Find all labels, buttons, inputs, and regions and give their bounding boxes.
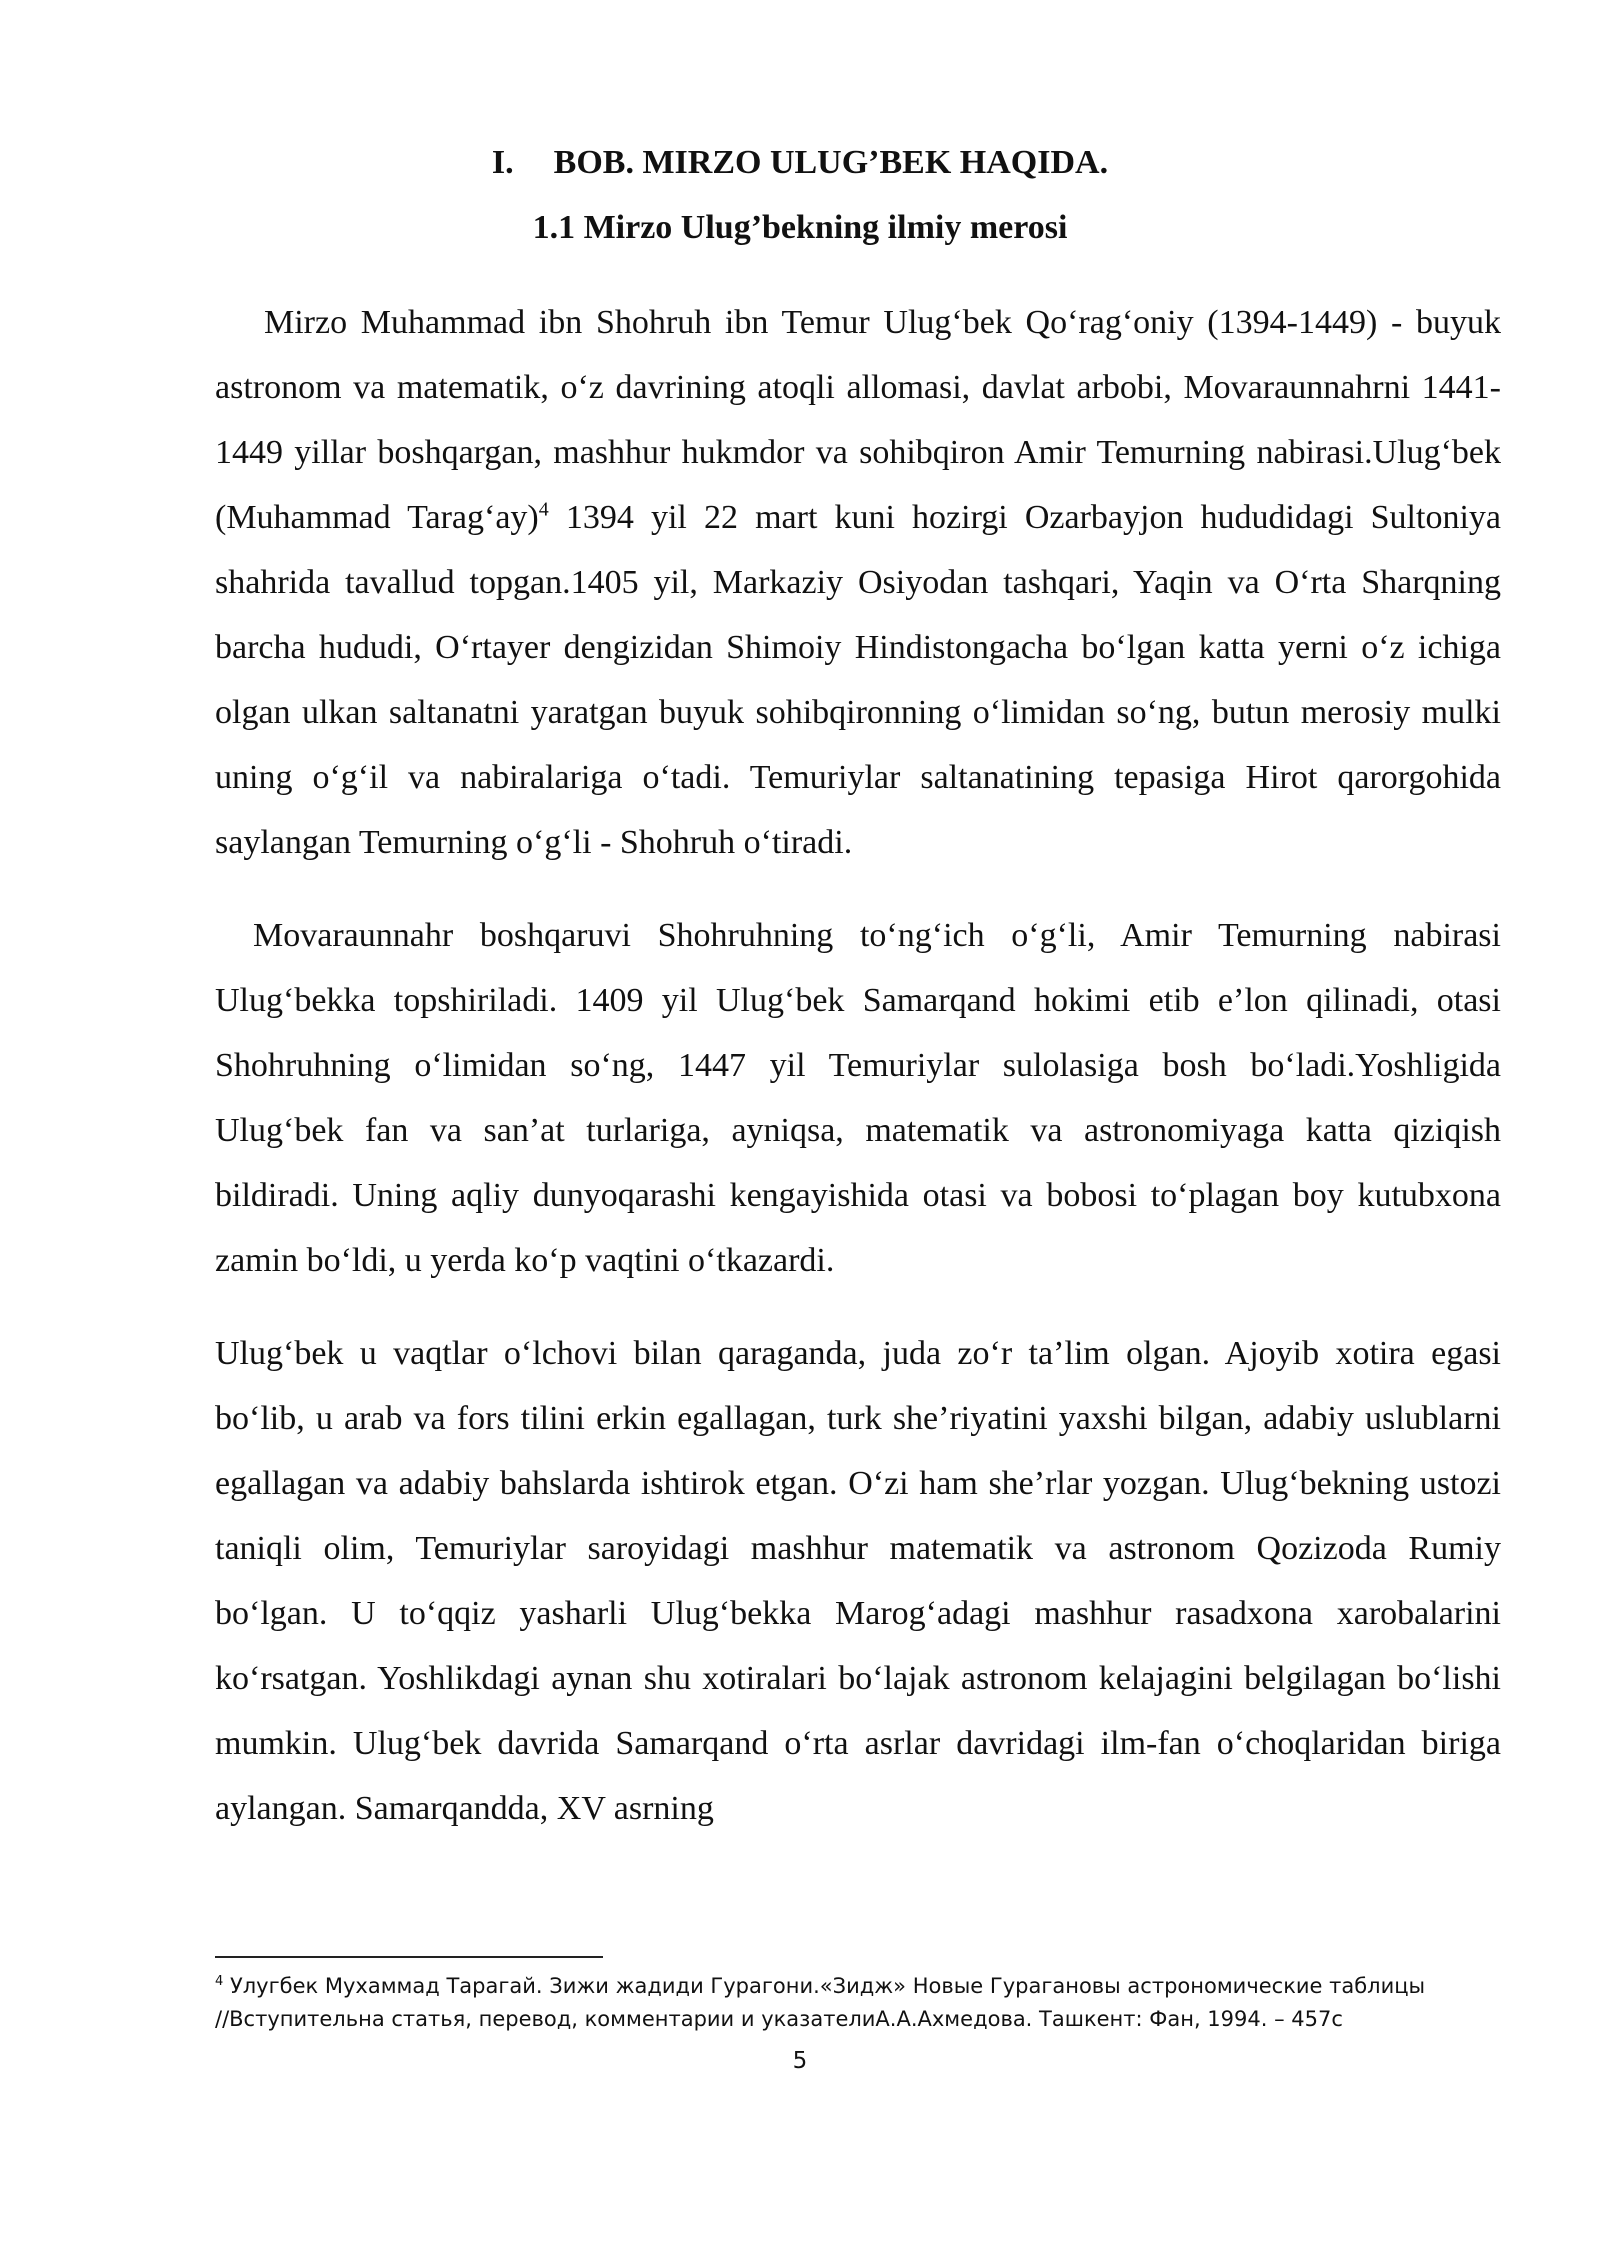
paragraph-3: Ulug‘bek u vaqtlar o‘lchovi bilan qaraganda, juda zo‘r ta’lim olgan. Ajoyib xotira egasi bo‘lib, u arab va fors tilini erkin egallagan, turk she’riyatini yaxshi bilgan, adabiy uslublarni egallagan va adabiy bahslarda ishtirok etgan. O‘zi ham she’rlar yozgan. Ulug‘bekning ustozi taniqli olim, Temuriylar saroyidagi mashhur matematik va astronom Qozizoda Rumiy bo‘lgan. U to‘qqiz yasharli Ulug‘bekka Marog‘adagi mashhur rasadxona xarobalarini ko‘rsatgan. Yoshlikdagi aynan shu xotiralari bo‘lajak astronom kelajagini belgilagan bo‘lishi mumkin. Ulug‘bek davrida Samarqand o‘rta asrlar davridagi ilm-fan o‘choqlaridan biriga aylangan. Samarqandda, XV asrning — [215, 1335, 1501, 1827]
chapter-heading — [0, 138, 1600, 188]
chapter-title: BOB. MIRZO ULUG’BEK HAQIDA. — [553, 144, 1109, 181]
paragraph-1-part-2: 1394 yil 22 mart kuni hozirgi Ozarbayjon hududidagi Sultoniya shahrida tavallud topgan.1405 yil, Markaziy Osiyodan tashqari, Yaqin va O‘rta Sharqning barcha hududi, O‘rtayer dengizidan Shimoiy Hindistongacha bo‘lgan katta yerni o‘z ichiga olgan ulkan saltanatni yaratgan buyuk sohibqironning o‘limidan so‘ng, butun merosiy mulki uning o‘g‘il va nabiralariga o‘tadi. Temuriylar saltanatining tepasiga Hirot qarorgohida saylangan Temurning o‘g‘li - Shohruh o‘tiradi. — [215, 499, 1501, 861]
paragraph-1 — [215, 290, 1501, 875]
footnote-separator — [215, 1956, 603, 1958]
footnote-line-2: //Вступительна статья, перевод, комментарии и указателиА.А.Ахмедова. Ташкент: Фан, 1994. – 457с — [215, 2007, 1343, 2031]
footnote-marker: 4 — [215, 1974, 224, 1989]
footnote-line-1 — [215, 1970, 1505, 2003]
page-number: 5 — [792, 2048, 808, 2074]
paragraph-1-part-1: Mirzo Muhammad ibn Shohruh ibn Temur Ulug‘bek Qo‘rag‘oniy (1394-1449) - buyuk astronom va matematik, o‘z davrining atoqli allomasi, davlat arbobi, Movaraunnahrni 1441-1449 yillar boshqargan, mashhur hukmdor va sohibqiron Amir Temurning nabirasi.Ulug‘bek (Muhammad Tarag‘ay) — [215, 304, 1501, 536]
footnote-text-1: Улугбек Мухаммад Тарагай. Зижи жадиди Гурагони.«Зидж» Новые Гурагановы астрономические таблицы — [223, 1974, 1426, 1998]
chapter-number: I. — [491, 144, 514, 181]
paragraph-2: Movaraunnahr boshqaruvi Shohruhning to‘ng‘ich o‘g‘li, Amir Temurning nabirasi Ulug‘bekka topshiriladi. 1409 yil Ulug‘bek Samarqand hokimi etib e’lon qilinadi, otasi Shohruhning o‘limidan so‘ng, 1447 yil Temuriylar sulolasiga bosh bo‘ladi.Yoshligida Ulug‘bek fan va san’at turlariga, ayniqsa, matematik va astronomiyaga katta qiziqish bildiradi. Uning aqliy dunyoqarashi kengayishida otasi va bobosi to‘plagan boy kutubxona zamin bo‘ldi, u yerda ko‘p vaqtini o‘tkazardi. — [215, 917, 1501, 1279]
footnote-reference: 4 — [538, 498, 549, 521]
body-text — [215, 290, 1501, 1841]
footnote — [215, 1970, 1505, 2036]
section-heading: 1.1 Mirzo Ulug’bekning ilmiy merosi — [532, 209, 1068, 246]
